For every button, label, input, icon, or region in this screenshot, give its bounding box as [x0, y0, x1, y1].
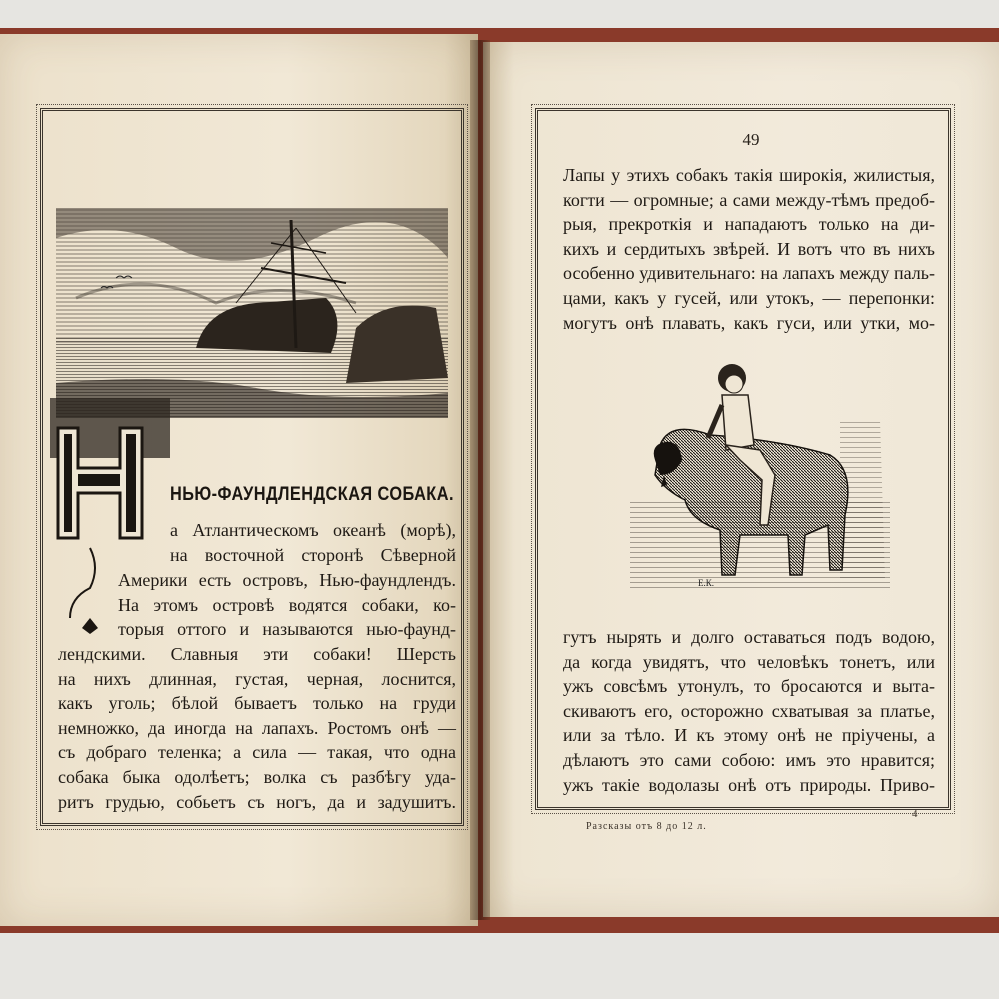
text-line: На этомъ островѣ водятся собаки, ко-: [118, 594, 456, 615]
left-body-text-wide: [58, 642, 456, 814]
text-line: ужъ совсѣмъ утонулъ, то бросаются и выта-: [563, 676, 935, 697]
text-line: кихъ и сердитыхъ звѣрей. И вотъ что въ нихъ: [563, 238, 935, 259]
text-line: цами, какъ у гусей, или утокъ, — перепонки:: [563, 287, 935, 308]
signature-mark: 4: [912, 808, 918, 820]
text-line: особенно удивительнаго: на лапахъ между паль-: [563, 263, 935, 284]
text-line: ритъ грудью, собьетъ съ ногъ, да и задушитъ.: [58, 791, 456, 812]
text-line: на восточной сторонѣ Сѣверной: [170, 544, 456, 565]
left-indented-text: [170, 518, 456, 567]
text-line: Лапы у этихъ собакъ такія широкія, жилистыя,: [563, 165, 935, 185]
shipwreck-engraving: [56, 208, 448, 418]
text-line: скиваютъ его, осторожно схватывая за платье,: [563, 700, 935, 721]
text-line: могутъ онѣ плавать, какъ гуси, или утки, мо-: [563, 312, 935, 333]
text-line: немножко, да иногда на лапахъ. Ростомъ онѣ —: [58, 717, 456, 738]
right-bottom-text: [563, 625, 935, 797]
page-number: 49: [742, 130, 760, 149]
text-line: гутъ нырять и долго оставаться подъ водою,: [563, 627, 935, 647]
text-line: когти — огромные; а сами между-тѣмъ предоб-: [563, 189, 935, 210]
text-line: на нихъ длинная, густая, черная, лоснится,: [58, 668, 456, 689]
text-line: да когда увидятъ, что человѣкъ тонетъ, или: [563, 651, 935, 672]
page-footer: Разсказы отъ 8 до 12 л.: [586, 821, 707, 832]
text-line: ужъ такіе водолазы онѣ отъ природы. Приво-: [563, 774, 935, 795]
text-line: Америки есть островъ, Нью-фаундлендъ.: [118, 570, 456, 590]
text-line: а Атлантическомъ океанѣ (морѣ),: [170, 520, 456, 540]
text-line: дѣлаютъ это сами собою: имъ это нравится;: [563, 749, 935, 770]
book-gutter: [470, 40, 490, 920]
text-line: рыя, прекроткія и нападаютъ только на ди-: [563, 214, 935, 235]
right-top-text: [563, 163, 935, 335]
text-line: какъ уголь; бѣлой бываетъ только на груди: [58, 693, 456, 714]
text-line: или за тѣло. И къ этому онѣ не пріучены, а: [563, 725, 935, 746]
left-body-text: [118, 568, 456, 642]
illustration-signature: Е.К.: [698, 578, 715, 588]
text-line: лендскими. Славныя эти собаки! Шерсть: [58, 644, 456, 664]
story-heading: НЬЮ-ФАУНДЛЕНДСКАЯ СОБАКА.: [170, 484, 454, 505]
boy-on-newfoundland-dog-engraving: [630, 350, 890, 595]
text-line: собака быка одолѣетъ; волка съ разбѣгу уда-: [58, 766, 456, 787]
text-line: торыя оттого и называются нью-фаунд-: [118, 619, 456, 640]
text-line: съ добраго теленка; а сила — такая, что одна: [58, 742, 456, 763]
